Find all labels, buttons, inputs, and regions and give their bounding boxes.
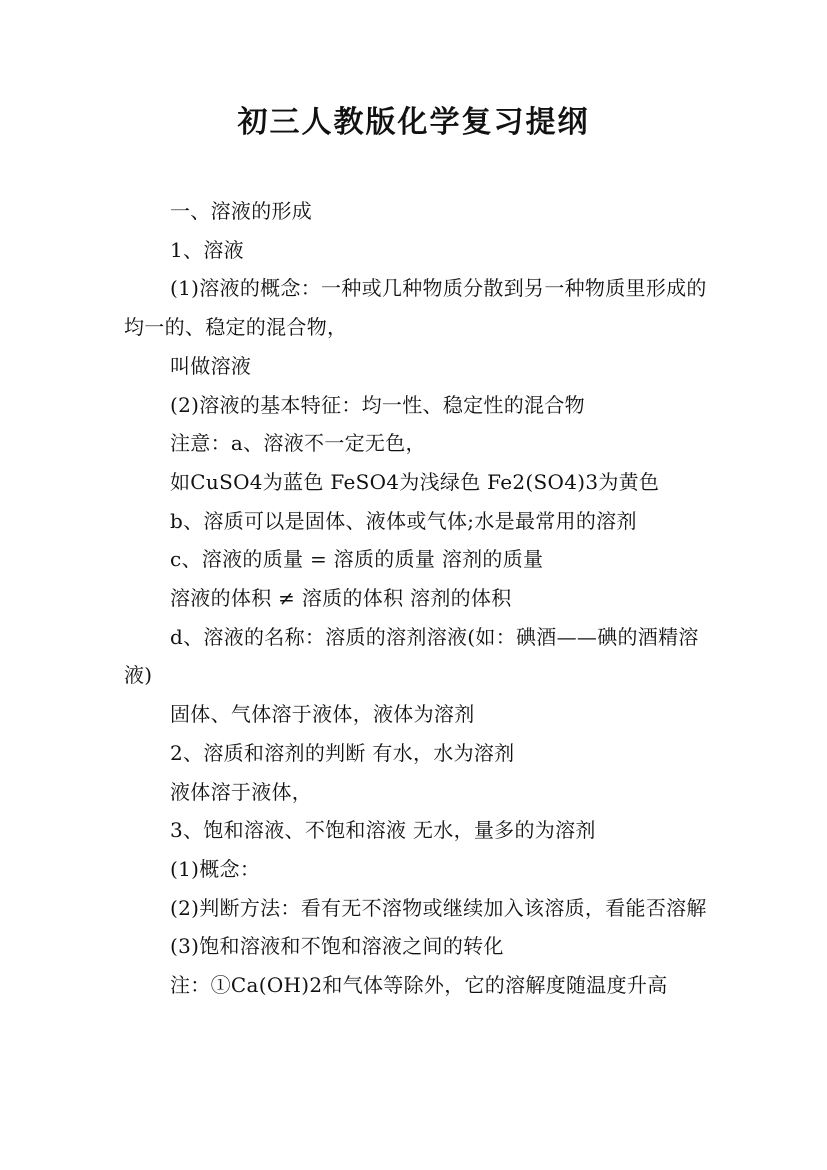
paragraph: (2)判断方法：看有无不溶物或继续加入该溶质，看能否溶解 xyxy=(170,895,707,920)
paragraph: c、溶液的质量 = 溶质的质量 溶剂的质量 xyxy=(170,547,544,572)
paragraph: (1)概念： xyxy=(170,856,261,881)
paragraph: 溶液的体积 ≠ 溶质的体积 溶剂的体积 xyxy=(170,586,512,611)
paragraph: 液体溶于液体， xyxy=(170,779,313,804)
subsection-heading: 3、饱和溶液、不饱和溶液 无水，量多的为溶剂 xyxy=(170,818,596,843)
subsection-heading: 2、溶质和溶剂的判断 有水，水为溶剂 xyxy=(170,740,515,765)
paragraph: b、溶质可以是固体、液体或气体;水是最常用的溶剂 xyxy=(170,508,637,533)
section-heading: 一、溶液的形成 xyxy=(170,199,313,223)
paragraph: 注：①Ca(OH)2和气体等除外，它的溶解度随温度升高 xyxy=(170,973,668,998)
document-body xyxy=(124,192,708,1005)
paragraph: 注意：a、溶液不一定无色， xyxy=(170,431,426,456)
paragraph: (3)饱和溶液和不饱和溶液之间的转化 xyxy=(170,934,504,959)
paragraph: (1)溶液的概念：一种或几种物质分散到另一种物质里形成的均一的、稳定的混合物， xyxy=(124,276,707,340)
paragraph: 叫做溶液 xyxy=(170,353,252,378)
document-title: 初三人教版化学复习提纲 xyxy=(237,105,590,140)
paragraph: 如CuSO4为蓝色 FeSO4为浅绿色 Fe2(SO4)3为黄色 xyxy=(170,469,660,494)
paragraph: (2)溶液的基本特征：均一性、稳定性的混合物 xyxy=(170,392,585,417)
paragraph: d、溶液的名称：溶质的溶剂溶液(如：碘酒——碘的酒精溶液) xyxy=(124,624,699,688)
paragraph: 固体、气体溶于液体，液体为溶剂 xyxy=(170,702,475,727)
subsection-heading: 1、溶液 xyxy=(170,237,244,262)
